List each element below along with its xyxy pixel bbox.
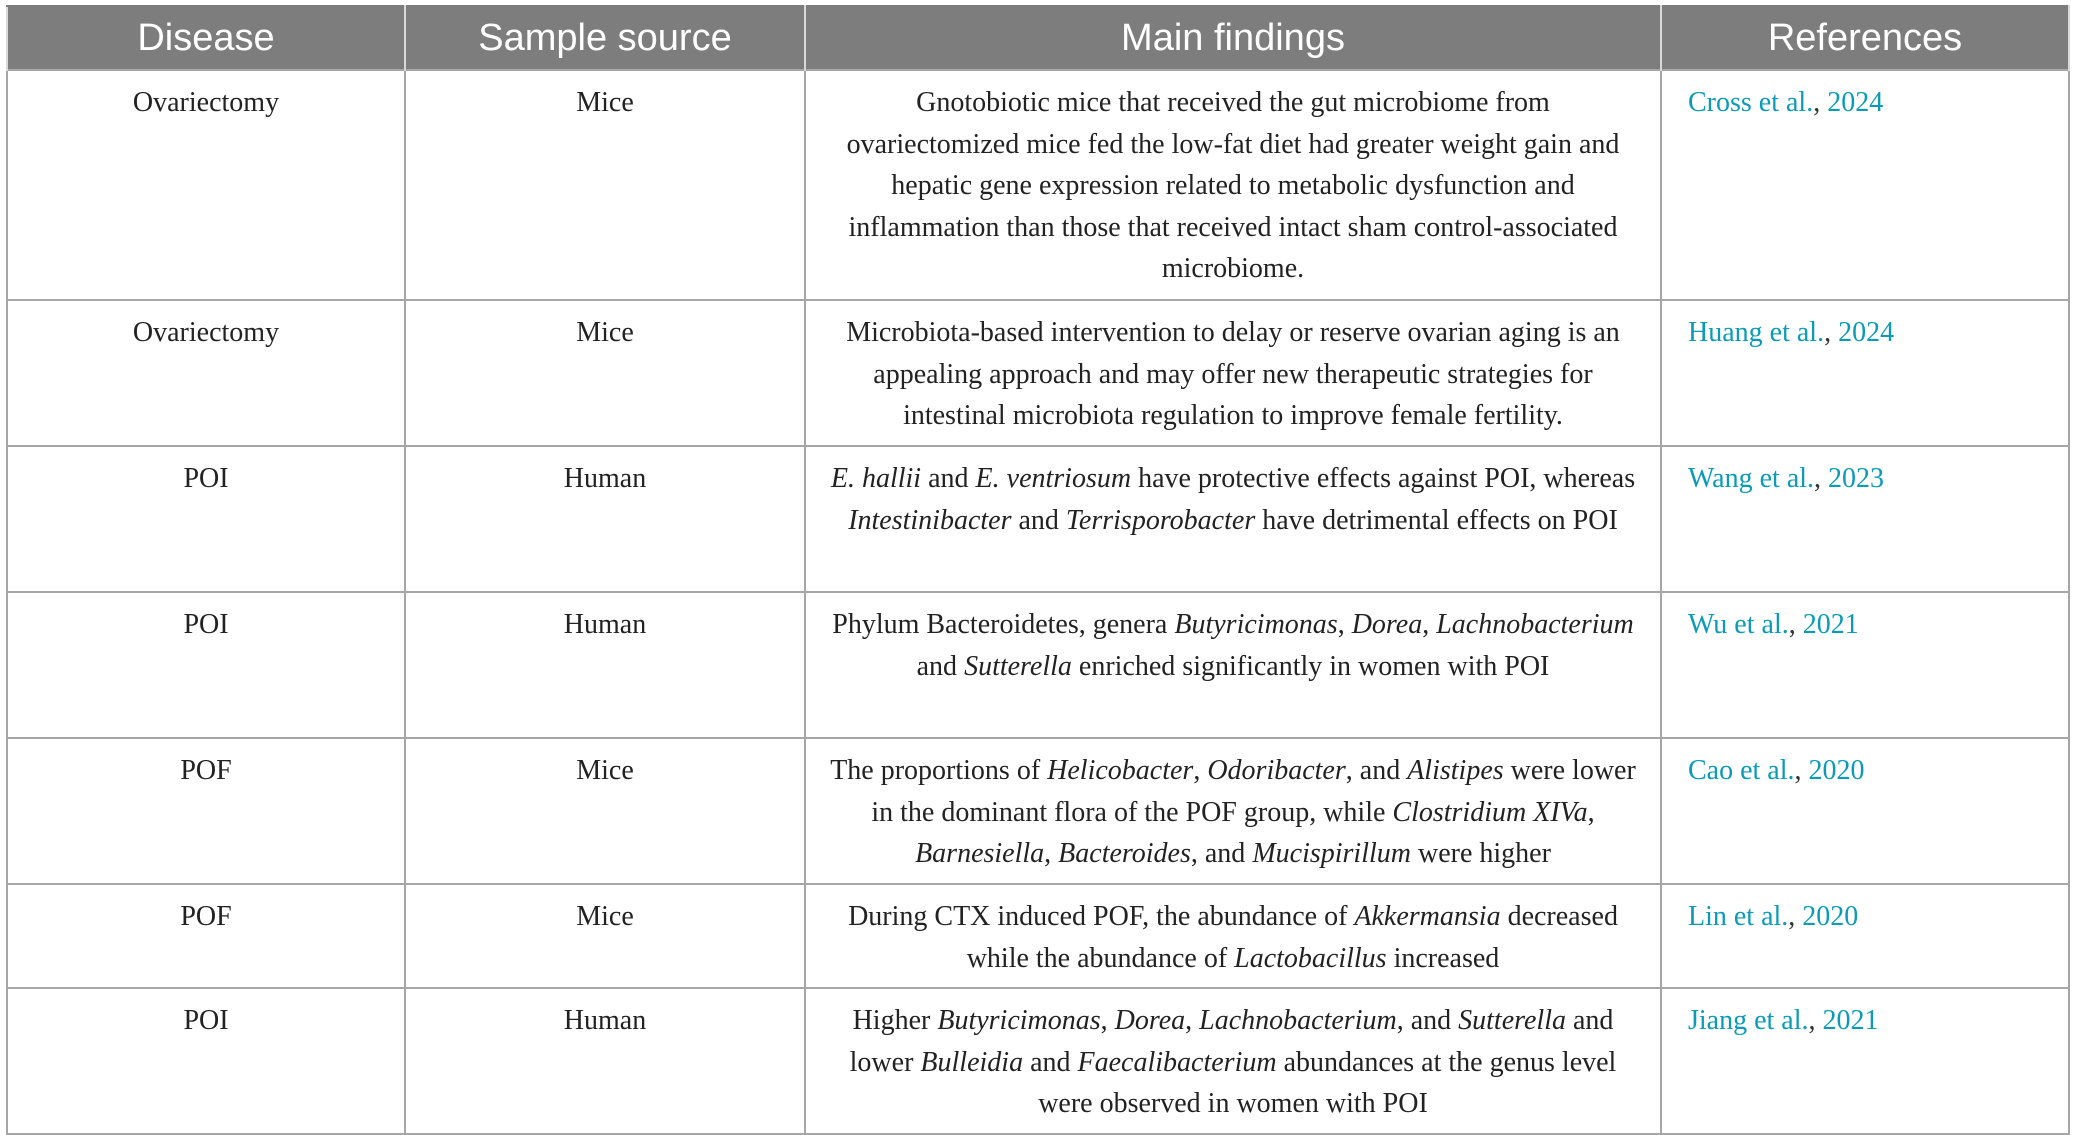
findings-text: and: [921, 463, 976, 494]
reference-author-link[interactable]: Cross et al.: [1688, 87, 1814, 118]
taxon-name: Lachnobacterium: [1199, 1005, 1397, 1036]
cell-reference: [1661, 70, 2069, 300]
table-row: [7, 988, 2069, 1134]
findings-text: Phylum Bacteroidetes, genera: [832, 609, 1175, 640]
cell-sample-source: Human: [405, 592, 805, 738]
taxon-name: Butyricimonas: [937, 1005, 1101, 1036]
findings-text: ,: [1044, 838, 1059, 869]
cell-disease: POF: [7, 884, 405, 988]
cell-main-findings: [805, 70, 1661, 300]
taxon-name: Mucispirillum: [1252, 838, 1411, 869]
findings-text: , and: [1396, 1005, 1459, 1036]
cell-disease: POI: [7, 988, 405, 1134]
findings-text: Microbiota-based intervention to delay or reserve ovarian aging is an appealing approach and may offer new therapeutic strategies for intestinal microbiota regulation to improve female fertility.: [846, 317, 1620, 431]
findings-text: increased: [1386, 942, 1500, 974]
reference-separator: ,: [1788, 609, 1803, 640]
table-container: [6, 5, 2068, 1135]
findings-text: and: [1023, 1046, 1078, 1078]
taxon-name: E. ventriosum: [975, 463, 1132, 494]
findings-text: and: [916, 650, 965, 682]
cell-sample-source: Mice: [405, 300, 805, 446]
findings-text: , and: [1190, 838, 1253, 869]
header-row: [7, 6, 2069, 70]
cell-sample-source: Mice: [405, 70, 805, 300]
cell-reference: [1661, 300, 2069, 446]
findings-text: were lower in the dominant flora of the POF group, while: [871, 755, 1636, 828]
reference-separator: ,: [1808, 1005, 1823, 1036]
header-disease: Disease: [7, 6, 405, 70]
taxon-name: E. hallii: [830, 463, 922, 494]
cell-reference: [1661, 988, 2069, 1134]
cell-reference: [1661, 592, 2069, 738]
cell-reference: [1661, 884, 2069, 988]
table-body: [7, 70, 2069, 1134]
findings-text: were higher: [1410, 838, 1551, 869]
reference-separator: ,: [1788, 901, 1803, 932]
findings-text: have protective effects against POI, whereas: [1131, 463, 1636, 494]
taxon-name: Lactobacillus: [1234, 942, 1387, 974]
reference-author-link[interactable]: Jiang et al.: [1688, 1005, 1809, 1036]
findings-text: decreased while the abundance of: [966, 901, 1618, 974]
cell-main-findings: [805, 446, 1661, 592]
findings-text: enriched significantly in women with POI: [1071, 650, 1550, 682]
taxon-name: Dorea: [1114, 1005, 1186, 1036]
cell-main-findings: [805, 300, 1661, 446]
taxon-name: Barnesiella: [915, 838, 1045, 869]
taxon-name: Butyricimonas: [1174, 609, 1338, 640]
cell-sample-source: Mice: [405, 884, 805, 988]
cell-main-findings: [805, 988, 1661, 1134]
cell-main-findings: [805, 738, 1661, 884]
table-header: [7, 6, 2069, 70]
cell-disease: POF: [7, 738, 405, 884]
reference-author-link[interactable]: Cao et al.: [1688, 755, 1795, 786]
table-row: [7, 70, 2069, 300]
taxon-name: Clostridium XIVa: [1392, 796, 1588, 828]
taxon-name: Dorea: [1351, 609, 1423, 640]
taxon-name: Terrisporobacter: [1065, 504, 1256, 536]
reference-year-link[interactable]: 2020: [1808, 755, 1865, 786]
findings-text: Gnotobiotic mice that received the gut microbiome from ovariectomized mice fed the low-fat diet had greater weight gain and hepatic gene expression related to metabolic dysfunction and inflammation than those that received intact sham control-associated microbiome.: [846, 87, 1620, 284]
findings-text: Higher: [852, 1005, 938, 1036]
taxon-name: Sutterella: [1458, 1005, 1566, 1036]
cell-disease: Ovariectomy: [7, 70, 405, 300]
header-sample-source: Sample source: [405, 6, 805, 70]
cell-sample-source: Human: [405, 446, 805, 592]
table-row: [7, 738, 2069, 884]
cell-reference: [1661, 446, 2069, 592]
table-row: [7, 300, 2069, 446]
taxon-name: Faecalibacterium: [1077, 1046, 1277, 1078]
cell-disease: Ovariectomy: [7, 300, 405, 446]
reference-year-link[interactable]: 2021: [1802, 609, 1859, 640]
cell-sample-source: Human: [405, 988, 805, 1134]
taxon-name: Akkermansia: [1354, 901, 1501, 932]
table-row: [7, 446, 2069, 592]
findings-text: ,: [1337, 609, 1352, 640]
reference-author-link[interactable]: Wu et al.: [1688, 609, 1789, 640]
findings-text: The proportions of: [830, 755, 1048, 786]
taxon-name: Intestinibacter: [848, 504, 1012, 536]
reference-separator: ,: [1814, 463, 1829, 494]
cell-main-findings: [805, 884, 1661, 988]
table-row: [7, 884, 2069, 988]
taxon-name: Alistipes: [1407, 755, 1504, 786]
findings-text: and: [1011, 504, 1066, 536]
reference-year-link[interactable]: 2020: [1802, 901, 1859, 932]
taxon-name: Odoribacter: [1207, 755, 1346, 786]
reference-author-link[interactable]: Lin et al.: [1688, 901, 1789, 932]
reference-year-link[interactable]: 2024: [1838, 317, 1895, 348]
findings-text: ,: [1422, 609, 1437, 640]
taxon-name: Sutterella: [964, 650, 1072, 682]
cell-main-findings: [805, 592, 1661, 738]
taxon-name: Bulleidia: [920, 1046, 1024, 1078]
reference-author-link[interactable]: Huang et al.: [1688, 317, 1825, 348]
reference-separator: ,: [1794, 755, 1809, 786]
taxon-name: Bacteroides: [1058, 838, 1191, 869]
findings-text: ,: [1100, 1005, 1115, 1036]
cell-sample-source: Mice: [405, 738, 805, 884]
cell-disease: POI: [7, 446, 405, 592]
findings-text: ,: [1185, 1005, 1200, 1036]
reference-year-link[interactable]: 2024: [1827, 87, 1884, 118]
findings-text: During CTX induced POF, the abundance of: [848, 901, 1355, 932]
header-main-findings: Main findings: [805, 6, 1661, 70]
reference-author-link[interactable]: Wang et al.: [1688, 463, 1815, 494]
reference-year-link[interactable]: 2021: [1822, 1005, 1879, 1036]
findings-text: have detrimental effects on POI: [1255, 504, 1618, 536]
taxon-name: Helicobacter: [1047, 755, 1194, 786]
findings-text: ,: [1193, 755, 1208, 786]
reference-separator: ,: [1813, 87, 1828, 118]
reference-separator: ,: [1824, 317, 1839, 348]
reference-year-link[interactable]: 2023: [1828, 463, 1885, 494]
findings-text: abundances at the genus level were observed in women with POI: [1038, 1046, 1617, 1119]
findings-text: ,: [1587, 796, 1595, 828]
taxon-name: Lachnobacterium: [1436, 609, 1634, 640]
table-row: [7, 592, 2069, 738]
header-references: References: [1661, 6, 2069, 70]
microbiome-findings-table: [6, 5, 2070, 1135]
findings-text: , and: [1345, 755, 1408, 786]
findings-text: and lower: [849, 1005, 1614, 1078]
cell-disease: POI: [7, 592, 405, 738]
cell-reference: [1661, 738, 2069, 884]
